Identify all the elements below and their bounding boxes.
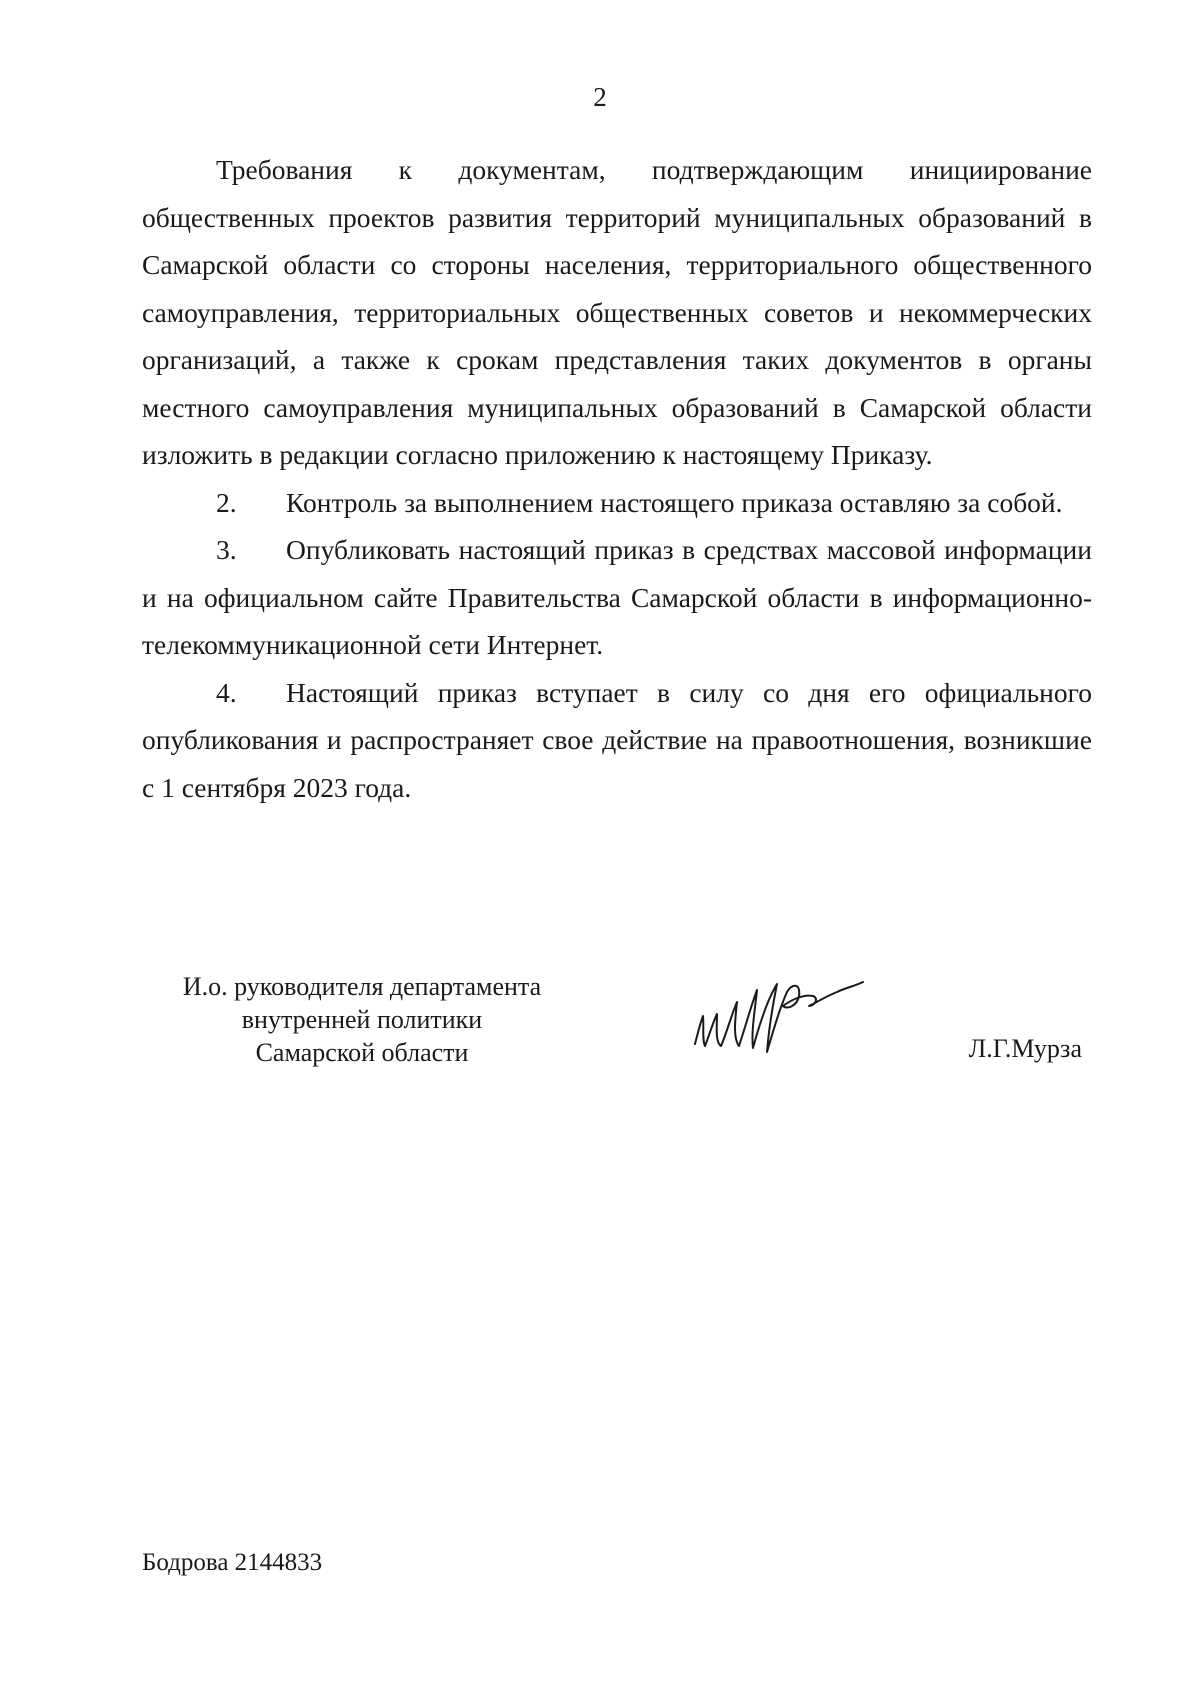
paragraph-3-text: Опубликовать настоящий приказ в средствах массовой информации и на официальном сайте Правительства Самарской области в информационно-телекоммуникационной сети Интернет.	[142, 534, 1092, 660]
handwritten-signature	[687, 966, 887, 1066]
paragraph-1	[142, 146, 1092, 479]
paragraph-4	[142, 669, 1092, 812]
signature-block	[142, 970, 1092, 1080]
paragraph-4-number: 4.	[216, 676, 237, 708]
executor-note: Бодрова 2144833	[142, 1549, 323, 1576]
signer-title-line-2: внутренней политики	[241, 1005, 483, 1034]
paragraph-2	[142, 479, 1092, 527]
signer-title-line-3: Самарской области	[255, 1038, 469, 1067]
paragraph-1-text: Требования к документам, подтверждающим инициирование общественных проектов развития территорий муниципальных образований в Самарской области со стороны населения, территориального общественного самоуправления, территориальных общественных советов и некоммерческих организаций, а также к срокам представления таких документов в органы местного самоуправления муниципальных образований в Самарской области изложить в редакции согласно приложению к настоящему Приказу.	[142, 154, 1092, 470]
document-body	[142, 146, 1092, 811]
signer-title	[162, 970, 562, 1069]
signer-name: Л.Г.Мурза	[968, 1034, 1082, 1063]
paragraph-2-text: Контроль за выполнением настоящего приказа оставляю за собой.	[286, 486, 1063, 518]
signer-title-line-1: И.о. руководителя департамента	[182, 972, 542, 1001]
paragraph-3	[142, 526, 1092, 669]
page-number: 2	[593, 82, 607, 112]
paragraph-3-number: 3.	[216, 534, 237, 565]
paragraph-2-number: 2.	[216, 486, 237, 518]
paragraph-4-text: Настоящий приказ вступает в силу со дня его официального опубликования и распространяет свое действие на правоотношения, возникшие с 1 сентября 2023 года.	[142, 676, 1092, 803]
